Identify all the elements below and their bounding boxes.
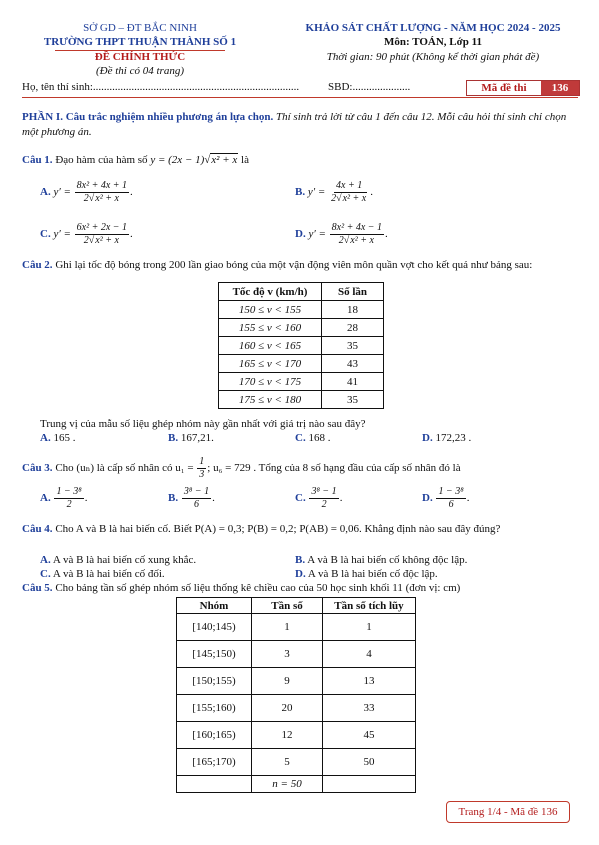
table-cell: [145;150) <box>177 641 252 668</box>
q1-function: y = (2x − 1) <box>150 154 205 166</box>
header-divider <box>22 97 578 98</box>
table-cell: 1 <box>323 614 416 641</box>
table-row <box>219 391 384 409</box>
q3-option-c-label: C. <box>295 492 306 505</box>
table-cell: 3 <box>252 641 323 668</box>
q3-text: Cho (uₙ) là cấp số nhân có u₁ = <box>52 462 197 475</box>
section-heading <box>22 110 577 140</box>
q4-option-a-label: A. <box>40 554 51 566</box>
q2-option-b-text: 167,21. <box>180 432 214 444</box>
q3-b-den: 6 <box>193 499 199 510</box>
sbd-line: SBD:..................... <box>328 81 411 93</box>
q3-option-c[interactable]: C. $\frac{\text{3⁸ − 1}}{2}$ . <box>295 486 343 510</box>
table-cell <box>323 776 416 793</box>
table-cell: 13 <box>323 668 416 695</box>
table-row <box>177 614 416 641</box>
q1-option-d-fraction: $\frac{\text{8x² + 4x − 1}}{\text{2√x² + x}}$ <box>331 222 383 246</box>
q5-text: Cho bảng tần số ghép nhóm số liệu thống kê chiều cao của 50 học sinh khối 11 (đơn vị: cm) <box>52 582 461 594</box>
q4-option-d-label: D. <box>295 568 306 580</box>
table-row <box>177 722 416 749</box>
table-cell: 175 ≤ v < 180 <box>219 391 322 409</box>
q2-question: Trung vị của mẫu số liệu ghép nhóm này gần nhất với giá trị nào sau đây? <box>40 418 366 430</box>
q5-col-group: Nhóm <box>177 598 252 614</box>
q1-a-den-sqrt: x² + x <box>95 193 119 204</box>
table-cell: 165 ≤ v < 170 <box>219 355 322 373</box>
table-cell: [165;170) <box>177 749 252 776</box>
q3-b-num: 3⁸ − 1 <box>183 486 210 497</box>
table-cell: [140;145) <box>177 614 252 641</box>
q3-stem <box>22 456 461 481</box>
q5-table-header-row <box>177 598 416 614</box>
table-cell: 28 <box>322 319 384 337</box>
table-cell: 9 <box>252 668 323 695</box>
q1-option-b[interactable]: B. y′ = $\frac{4x + 1}{\text{2√x² + x}}$ . <box>295 180 373 204</box>
q4-option-b[interactable] <box>295 554 467 566</box>
q4-option-a-text: A và B là hai biến cố xung khắc. <box>52 554 197 566</box>
q1-c-den-pre: 2 <box>83 235 89 246</box>
q1-text-end: là <box>238 154 249 166</box>
q1-option-d[interactable]: D. y′ = $\frac{\text{8x² + 4x − 1}}{\text{2√x² + x}}$ . <box>295 222 388 246</box>
official-label: ĐỀ CHÍNH THỨC <box>94 51 186 63</box>
q1-a-den-pre: 2 <box>83 193 89 204</box>
q4-stem <box>22 520 578 538</box>
table-row <box>177 668 416 695</box>
school-name: TRƯỜNG THPT THUẬN THÀNH SỐ 1 <box>43 36 237 48</box>
q1-b-den-sqrt: x² + x <box>342 193 367 204</box>
q5-stem <box>22 582 460 594</box>
table-row <box>219 319 384 337</box>
table-cell: 5 <box>252 749 323 776</box>
dept-name: SỞ GD – ĐT BẮC NINH <box>83 22 197 34</box>
q3-a-den: 2 <box>66 499 72 510</box>
exam-title: KHẢO SÁT CHẤT LƯỢNG - NĂM HỌC 2024 - 2025 <box>305 22 561 34</box>
table-cell: [160;165) <box>177 722 252 749</box>
q5-frequency-table <box>176 597 416 793</box>
q5-total-cell: n = 50 <box>252 776 323 793</box>
q1-c-num: 6x² + 2x − 1 <box>76 222 128 233</box>
subject: Môn: TOÁN, Lớp 11 <box>384 36 482 48</box>
table-row <box>177 749 416 776</box>
q1-option-b-label: B. <box>295 186 306 199</box>
table-cell: 12 <box>252 722 323 749</box>
section-instructions: Thí sinh trả lời từ câu 1 đến câu 12. Mỗi câu hỏi thí sinh chỉ chọn một phương án. <box>22 111 567 138</box>
q2-option-a[interactable] <box>40 432 75 444</box>
q3-c-num: 3⁸ − 1 <box>311 486 337 497</box>
q4-option-c-text: A và B là hai biến cố đối. <box>52 568 165 580</box>
section-title: PHẦN I. Câu trắc nghiệm nhiều phương án lựa chọn. <box>22 111 274 123</box>
q5-label: Câu 5. <box>22 582 53 594</box>
exam-code-box <box>466 80 580 96</box>
q2-option-b-label: B. <box>168 432 179 444</box>
q3-d-den: 6 <box>448 499 454 510</box>
q4-option-d[interactable] <box>295 568 438 580</box>
table-cell: [155;160) <box>177 695 252 722</box>
table-cell: 20 <box>252 695 323 722</box>
q1-label: Câu 1. <box>22 154 53 166</box>
q1-option-c-fraction: $\frac{\text{6x² + 2x − 1}}{\text{2√x² + x}}$ <box>76 222 128 246</box>
q1-option-a[interactable]: A. y′ = $\frac{\text{8x² + 4x + 1}}{\text{2√x² + x}}$ . <box>40 180 133 204</box>
q2-option-a-label: A. <box>40 432 51 444</box>
table-cell: 155 ≤ v < 160 <box>219 319 322 337</box>
q2-table-header-row <box>219 283 384 301</box>
table-row <box>219 337 384 355</box>
q1-option-a-lhs: y′ = <box>53 186 71 199</box>
q2-col-count: Số lần <box>322 283 384 301</box>
q3-u1-den: 3 <box>199 469 205 480</box>
q4-text: Cho A và B là hai biến cố. Biết P(A) = 0,3; P(B) = 0,2; P(AB) = 0,06. Khẳng định nào sau đây đúng? <box>52 523 501 535</box>
table-cell: 170 ≤ v < 175 <box>219 373 322 391</box>
q1-d-den-pre: 2 <box>338 235 344 246</box>
q4-option-c-label: C. <box>40 568 51 580</box>
table-row <box>219 355 384 373</box>
q1-stem: Câu 1. Đạo hàm của hàm số y = (2x − 1)√x² + x là <box>22 154 249 166</box>
table-cell: 41 <box>322 373 384 391</box>
q5-col-frequency: Tần số <box>252 598 323 614</box>
q3-option-a-fraction <box>54 486 83 511</box>
q3-option-b-label: B. <box>168 492 179 505</box>
table-cell: [150;155) <box>177 668 252 695</box>
table-cell: 150 ≤ v < 155 <box>219 301 322 319</box>
q1-option-a-fraction: $\frac{\text{8x² + 4x + 1}}{\text{2√x² + x}}$ <box>76 180 128 204</box>
q1-c-den-sqrt: x² + x <box>95 235 119 246</box>
q1-d-den-sqrt: x² + x <box>350 235 374 246</box>
q3-u1-fraction <box>197 456 206 481</box>
q3-option-b-fraction <box>182 486 211 511</box>
q4-option-b-text: A và B là hai biến cố không độc lập. <box>307 554 468 566</box>
table-cell: 45 <box>323 722 416 749</box>
table-row <box>219 301 384 319</box>
table-cell: 1 <box>252 614 323 641</box>
table-cell: 18 <box>322 301 384 319</box>
q1-option-d-label: D. <box>295 228 306 241</box>
q1-option-b-fraction: $\frac{4x + 1}{\text{2√x² + x}}$ <box>331 180 367 204</box>
exam-time: Thời gian: 90 phút (Không kể thời gian phát đề) <box>326 51 540 63</box>
q4-label: Câu 4. <box>22 523 53 535</box>
q3-text-end: ; u₆ = 729 . Tổng của 8 số hạng đầu của cấp số nhân đó là <box>207 462 461 475</box>
table-cell <box>177 776 252 793</box>
q3-option-d-label: D. <box>422 492 433 505</box>
q3-option-d[interactable]: D. $\frac{\text{1 − 3⁸}}{6}$ . <box>422 486 470 510</box>
q2-option-c[interactable] <box>295 432 330 444</box>
table-cell: 50 <box>323 749 416 776</box>
table-cell: 160 ≤ v < 165 <box>219 337 322 355</box>
q1-b-num: 4x + 1 <box>336 180 363 191</box>
q2-option-b[interactable] <box>168 432 214 444</box>
exam-code-label: Mã đề thi <box>481 82 527 94</box>
q2-stem <box>22 258 578 272</box>
q3-option-a-label: A. <box>40 492 51 505</box>
q1-text: Đạo hàm của hàm số <box>52 154 151 166</box>
q3-option-b[interactable]: B. $\frac{\text{3⁸ − 1}}{6}$ . <box>168 486 215 510</box>
table-cell: 35 <box>322 337 384 355</box>
q1-option-c[interactable]: C. y′ = $\frac{\text{6x² + 2x − 1}}{\text{2√x² + x}}$ . <box>40 222 133 246</box>
q5-total-row <box>177 776 416 793</box>
table-row <box>177 641 416 668</box>
table-cell: 43 <box>322 355 384 373</box>
q4-option-d-text: A và B là hai biến cố độc lập. <box>307 568 438 580</box>
exam-code-number: 136 <box>541 81 579 95</box>
q3-label: Câu 3. <box>22 462 53 475</box>
q3-d-num: 1 − 3⁸ <box>438 486 464 497</box>
q2-label: Câu 2. <box>22 259 53 271</box>
q4-option-a[interactable] <box>40 554 196 566</box>
q2-option-c-label: C. <box>295 432 306 444</box>
q3-option-a[interactable]: A. $\frac{\text{1 − 3⁸}}{2}$ . <box>40 486 88 510</box>
q3-a-num: 1 − 3⁸ <box>56 486 82 497</box>
table-cell: 4 <box>323 641 416 668</box>
q2-option-a-text: 165 . <box>53 432 76 444</box>
q2-option-c-text: 168 . <box>308 432 331 444</box>
q2-speed-table <box>218 282 384 409</box>
table-row <box>177 695 416 722</box>
q1-option-a-label: A. <box>40 186 51 199</box>
table-cell: 35 <box>322 391 384 409</box>
q1-function-radicand: x² + x <box>211 154 238 166</box>
q3-u1-num: 1 <box>199 456 205 467</box>
q1-option-d-lhs: y′ = <box>308 228 326 241</box>
candidate-name-line: Họ, tên thí sinh:........................................................................... <box>22 81 300 93</box>
q4-option-b-label: B. <box>295 554 306 566</box>
q2-option-d-text: 172,23 . <box>435 432 472 444</box>
q3-option-d-fraction <box>436 486 465 511</box>
q5-col-cumulative: Tần số tích lũy <box>323 598 416 614</box>
q1-option-c-label: C. <box>40 228 51 241</box>
q4-option-c[interactable] <box>40 568 165 580</box>
q1-d-num: 8x² + 4x − 1 <box>331 222 383 233</box>
table-row <box>219 373 384 391</box>
q1-b-den-pre: 2 <box>331 193 337 204</box>
q3-c-den: 2 <box>321 499 327 510</box>
q1-option-b-lhs: y′ = <box>307 186 326 199</box>
table-cell: 33 <box>323 695 416 722</box>
q1-a-num: 8x² + 4x + 1 <box>76 180 128 191</box>
q2-option-d-label: D. <box>422 432 433 444</box>
q1-option-c-lhs: y′ = <box>53 228 71 241</box>
q2-text: Ghi lại tốc độ bóng trong 200 lần giao bóng của một vận động viên môn quần vợt cho kết quả như bảng sau: <box>52 259 533 271</box>
q3-option-c-fraction <box>309 486 338 511</box>
pages-note: (Đề thi có 04 trang) <box>96 65 184 77</box>
q2-option-d[interactable] <box>422 432 471 444</box>
page-footer: Trang 1/4 - Mã đề 136 <box>446 801 570 823</box>
q2-col-speed: Tốc độ v (km/h) <box>219 283 322 301</box>
